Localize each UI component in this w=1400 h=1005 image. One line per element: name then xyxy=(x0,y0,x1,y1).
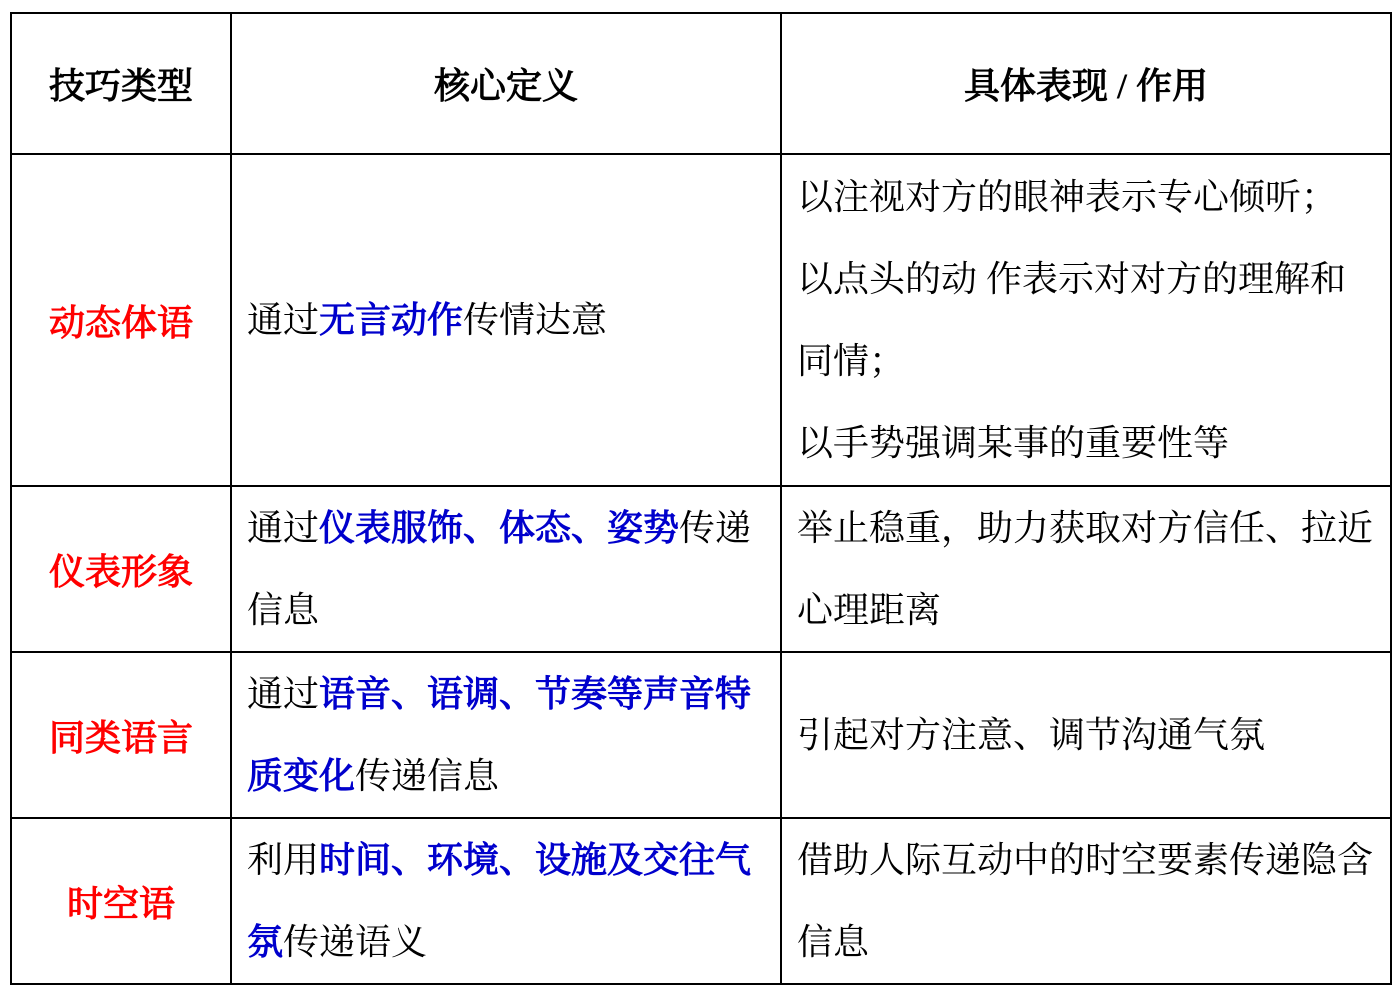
header-core-definition: 核心定义 xyxy=(231,13,781,154)
definition-emphasis: 时间、环境、设施及交往气氛 xyxy=(247,840,752,962)
definition-cell xyxy=(231,154,781,486)
definition-emphasis: 无言动作 xyxy=(319,300,464,340)
table-row-appearance-image xyxy=(11,486,1391,652)
header-manifestation: 具体表现 / 作用 xyxy=(781,13,1391,154)
definition-suffix: 传情达意 xyxy=(463,300,608,340)
definition-suffix: 传递信息 xyxy=(247,508,752,630)
definition-suffix: 传递信息 xyxy=(355,756,500,796)
table-row-dynamic-body-language xyxy=(11,154,1391,486)
detail-paragraph: 借助人际互动中的时空要素传递隐含信息 xyxy=(797,840,1374,962)
definition-emphasis: 语音、语调、节奏等声音特质变化 xyxy=(247,674,752,796)
detail-paragraph: 以点头的动 作表示对对方的理解和同情； xyxy=(797,259,1347,381)
definition-prefix: 利用 xyxy=(247,840,320,880)
definition-prefix: 通过 xyxy=(247,508,320,548)
detail-paragraph: 以注视对方的眼神表示专心倾听； xyxy=(797,177,1338,217)
category-label: 时空语 xyxy=(11,818,231,984)
category-label: 动态体语 xyxy=(11,154,231,486)
details-cell xyxy=(781,652,1391,818)
definition-cell xyxy=(231,818,781,984)
detail-paragraph: 以手势强调某事的重要性等 xyxy=(797,423,1230,463)
definition-prefix: 通过 xyxy=(247,300,320,340)
table-row-paralanguage xyxy=(11,652,1391,818)
definition-cell xyxy=(231,486,781,652)
detail-paragraph: 引起对方注意、调节沟通气氛 xyxy=(797,715,1266,755)
definition-emphasis: 仪表服饰、体态、姿势 xyxy=(319,508,680,548)
category-label: 仪表形象 xyxy=(11,486,231,652)
definition-cell xyxy=(231,652,781,818)
details-cell xyxy=(781,486,1391,652)
table-row-spatiotemporal-language xyxy=(11,818,1391,984)
details-cell xyxy=(781,818,1391,984)
communication-skills-table xyxy=(10,12,1392,985)
details-cell xyxy=(781,154,1391,486)
header-skill-type: 技巧类型 xyxy=(11,13,231,154)
header-row xyxy=(11,13,1391,154)
definition-prefix: 通过 xyxy=(247,674,320,714)
detail-paragraph: 举止稳重，助力获取对方信任、拉近心理距离 xyxy=(797,508,1374,630)
definition-suffix: 传递语义 xyxy=(283,922,428,962)
category-label: 同类语言 xyxy=(11,652,231,818)
